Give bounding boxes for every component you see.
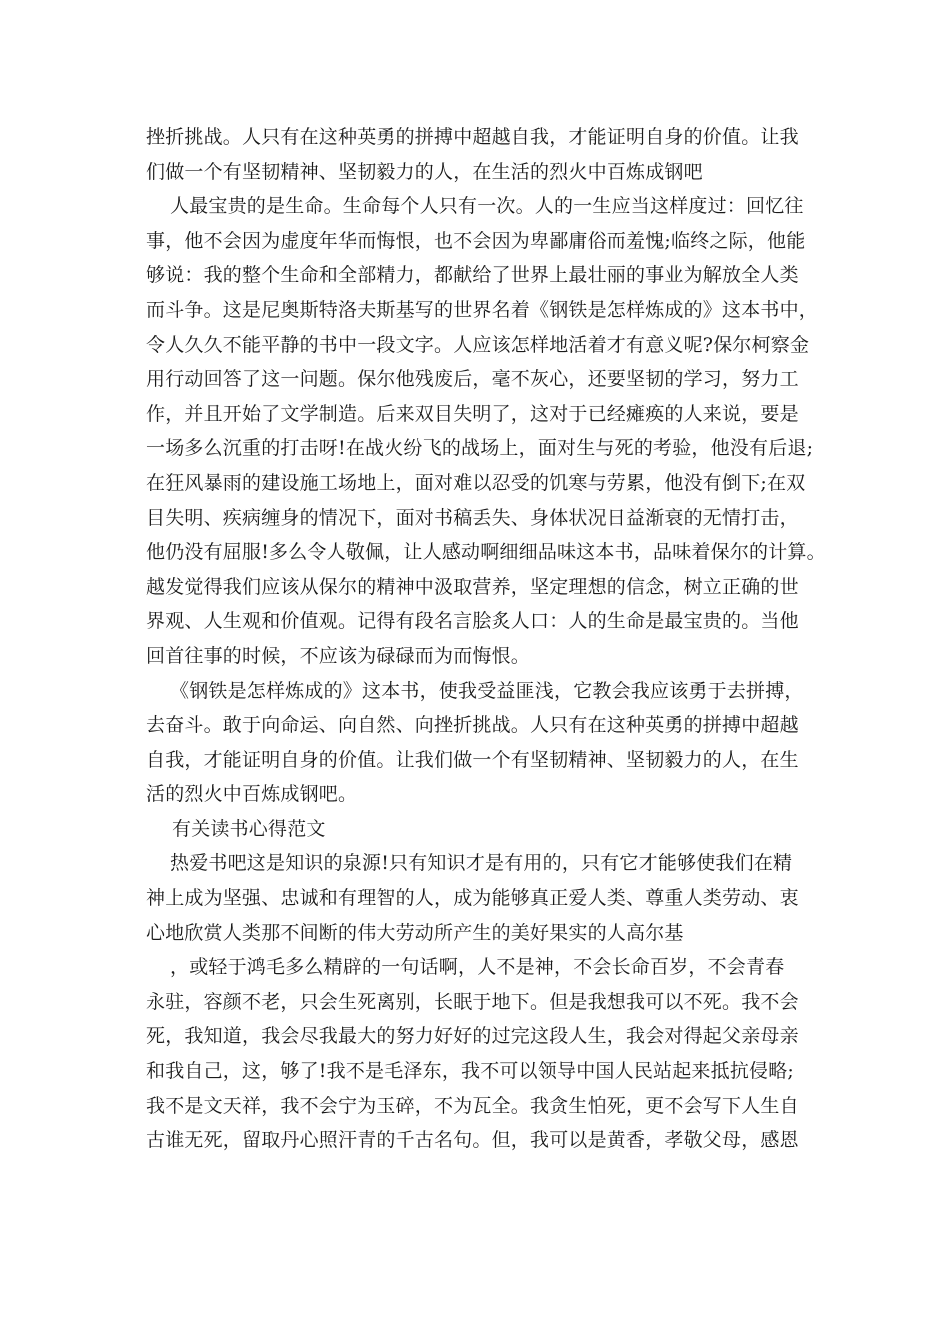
text-line: 热爱书吧这是知识的泉源!只有知识才是有用的，只有它才能够使我们在精 bbox=[170, 852, 793, 875]
text-line: 一场多么沉重的打击呀!在战火纷飞的战场上，面对生与死的考验，他没有后退; bbox=[146, 437, 814, 460]
text-line: 目失明、疾病缠身的情况下，面对书稿丢失、身体状况日益渐衰的无情打击， bbox=[146, 506, 799, 529]
text-line: 回首往事的时候，不应该为碌碌而为而悔恨。 bbox=[146, 644, 531, 667]
document-body bbox=[146, 120, 826, 1158]
text-line: 活的烈火中百炼成钢吧。 bbox=[146, 783, 358, 806]
text-line: 作，并且开始了文学制造。后来双目失明了，这对于已经瘫痪的人来说，要是 bbox=[146, 402, 799, 425]
text-line: 他仍没有屈服!多么令人敬佩，让人感动啊细细品味这本书，品味着保尔的计算。 bbox=[146, 541, 826, 564]
text-line: 越发觉得我们应该从保尔的精神中汲取营养，坚定理想的信念，树立正确的世 bbox=[146, 575, 799, 598]
text-line: 而斗争。这是尼奥斯特洛夫斯基写的世界名着《钢铁是怎样炼成的》这本书中， bbox=[146, 298, 819, 321]
text-line: 够说：我的整个生命和全部精力，都献给了世界上最壮丽的事业为解放全人类 bbox=[146, 264, 799, 287]
text-line: 人最宝贵的是生命。生命每个人只有一次。人的一生应当这样度过：回忆往 bbox=[170, 195, 804, 218]
text-line: 去奋斗。敢于向命运、向自然、向挫折挑战。人只有在这种英勇的拼搏中超越 bbox=[146, 714, 799, 737]
text-line: 在狂风暴雨的建设施工场地上，面对难以忍受的饥寒与劳累，他没有倒下;在双 bbox=[146, 471, 806, 494]
text-line: 神上成为坚强、忠诚和有理智的人，成为能够真正爱人类、尊重人类劳动、衷 bbox=[146, 887, 799, 910]
text-line: 和我自己，这，够了!我不是毛泽东，我不可以领导中国人民站起来抵抗侵略; bbox=[146, 1060, 795, 1083]
text-line: 死，我知道，我会尽我最大的努力好好的过完这段人生，我会对得起父亲母亲 bbox=[146, 1025, 799, 1048]
text-line: 心地欣赏人类那不间断的伟大劳动所产生的美好果实的人高尔基 bbox=[146, 921, 684, 944]
text-line: 自我，才能证明自身的价值。让我们做一个有坚韧精神、坚韧毅力的人，在生 bbox=[146, 748, 799, 771]
text-line: ，或轻于鸿毛多么精辟的一句话啊，人不是神，不会长命百岁，不会青春 bbox=[170, 956, 785, 979]
text-line: 界观、人生观和价值观。记得有段名言脍炙人口：人的生命是最宝贵的。当他 bbox=[146, 610, 799, 633]
text-line: 古谁无死，留取丹心照汗青的千古名句。但，我可以是黄香，孝敬父母，感恩 bbox=[146, 1129, 799, 1152]
text-line: 挫折挑战。人只有在这种英勇的拼搏中超越自我，才能证明自身的价值。让我 bbox=[146, 126, 799, 148]
text-line: 事，他不会因为虚度年华而悔恨，也不会因为卑鄙庸俗而羞愧;临终之际，他能 bbox=[146, 229, 806, 252]
text-line: 我不是文天祥，我不会宁为玉碎，不为瓦全。我贪生怕死，更不会写下人生自 bbox=[146, 1094, 799, 1117]
text-line: 用行动回答了这一问题。保尔他残废后，毫不灰心，还要坚韧的学习，努力工 bbox=[146, 368, 799, 391]
section-heading: 有关读书心得范文 bbox=[172, 817, 326, 840]
text-line: 们做一个有坚韧精神、坚韧毅力的人，在生活的烈火中百炼成钢吧 bbox=[146, 160, 703, 183]
text-line: 《钢铁是怎样炼成的》这本书，使我受益匪浅，它教会我应该勇于去拼搏， bbox=[170, 679, 804, 702]
text-line: 永驻，容颜不老，只会生死离别，长眠于地下。但是我想我可以不死。我不会 bbox=[146, 990, 799, 1013]
text-line: 令人久久不能平静的书中一段文字。人应该怎样地活着才有意义呢?保尔柯察金 bbox=[146, 333, 810, 356]
